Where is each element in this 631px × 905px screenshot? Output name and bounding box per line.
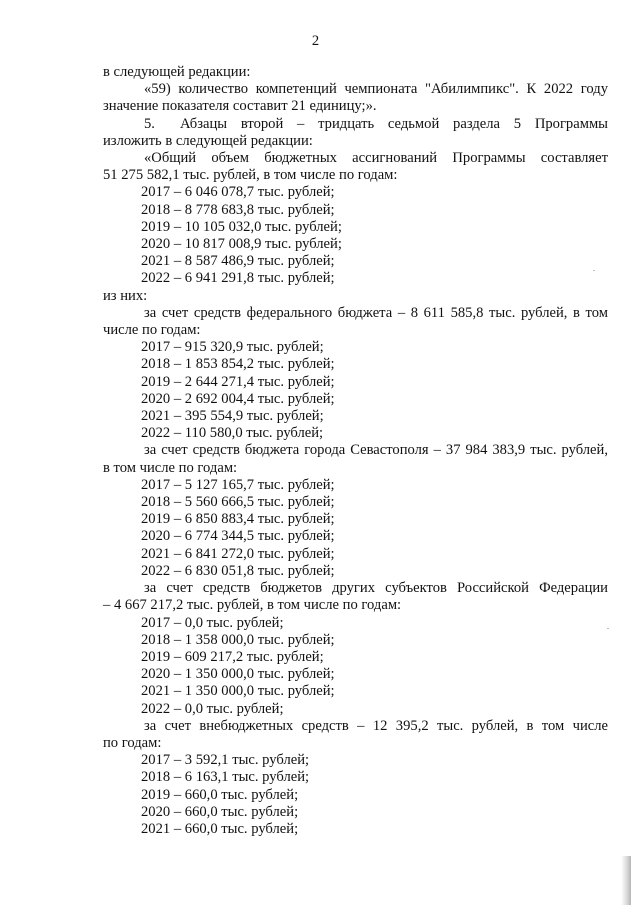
year-line: 2022 – 6 941 291,8 тыс. рублей; [141,270,335,287]
year-line: 2022 – 6 830 051,8 тыс. рублей; [141,562,335,579]
year-line: 2019 – 6 850 883,4 тыс. рублей; [141,511,335,528]
year-line: 2017 – 5 127 165,7 тыс. рублей; [141,476,335,493]
of-which-label: из них: [103,287,148,304]
item-59-line2: значение показателя составит 21 единицу;». [103,98,377,115]
year-line: 2017 – 0,0 тыс. рублей; [141,614,284,631]
year-line: 2018 – 1 853 854,2 тыс. рублей; [141,356,335,373]
federal-budget-line1: за счет средств федерального бюджета – 8 611 585,8 тыс. рублей, в том [144,304,608,321]
year-line: 2021 – 6 841 272,0 тыс. рублей; [141,545,335,562]
total-budget-line1: «Общий объем бюджетных ассигнований Программы составляет [144,150,608,167]
sevastopol-budget-line1: за счет средств бюджета города Севастополя – 37 984 383,9 тыс. рублей, [144,442,608,459]
section-5-heading [103,116,608,133]
year-line: 2017 – 6 046 078,7 тыс. рублей; [141,184,335,201]
section-5-number: 5. [144,115,155,132]
extrabudget-line1: за счет внебюджетных средств – 12 395,2 тыс. рублей, в том числе [144,717,608,734]
year-line: 2021 – 395 554,9 тыс. рублей; [141,408,324,425]
year-line: 2019 – 609 217,2 тыс. рублей; [141,648,324,665]
year-line: 2018 – 5 560 666,5 тыс. рублей; [141,494,335,511]
year-line: 2019 – 2 644 271,4 тыс. рублей; [141,373,335,390]
year-line: 2020 – 660,0 тыс. рублей; [141,803,299,820]
federal-budget-line2: числе по годам: [103,322,201,339]
year-line: 2018 – 6 163,1 тыс. рублей; [141,769,310,786]
year-line: 2019 – 660,0 тыс. рублей; [141,786,299,803]
year-line: 2017 – 915 320,9 тыс. рублей; [141,339,324,356]
year-line: 2021 – 8 587 486,9 тыс. рублей; [141,253,335,270]
year-line: 2020 – 1 350 000,0 тыс. рублей; [141,666,335,683]
scan-speck [607,628,609,629]
year-line: 2019 – 10 105 032,0 тыс. рублей; [141,218,342,235]
intro-lead: в следующей редакции: [103,64,251,80]
scan-speck [593,270,595,271]
section-5-line2: изложить в следующей редакции: [103,132,313,149]
page-number: 2 [311,33,320,49]
item-59-line1: «59) количество компетенций чемпионата "Абилимпикс". К 2022 году [144,81,608,98]
year-line: 2022 – 110 580,0 тыс. рублей; [141,425,324,442]
extrabudget-line2: по годам: [103,734,162,751]
year-line: 2020 – 2 692 004,4 тыс. рублей; [141,390,335,407]
section-5-text: Абзацы второй – тридцать седьмой раздела 5 Программы [180,115,608,132]
year-line: 2018 – 1 358 000,0 тыс. рублей; [141,631,335,648]
year-line: 2021 – 660,0 тыс. рублей; [141,820,299,837]
document-body [103,64,608,838]
year-line: 2020 – 10 817 008,9 тыс. рублей; [141,236,342,253]
year-line: 2020 – 6 774 344,5 тыс. рублей; [141,528,335,545]
other-subjects-line2: – 4 667 217,2 тыс. рублей, в том числе по годам: [103,597,402,614]
total-budget-line2: 51 275 582,1 тыс. рублей, в том числе по годам: [103,167,398,184]
year-line: 2018 – 8 778 683,8 тыс. рублей; [141,201,335,218]
sevastopol-budget-line2: в том числе по годам: [103,459,238,476]
year-line: 2017 – 3 592,1 тыс. рублей; [141,752,310,769]
scan-edge-shadow [621,856,631,905]
year-line: 2021 – 1 350 000,0 тыс. рублей; [141,683,335,700]
other-subjects-line1: за счет средств бюджетов других субъектов Российской Федерации [144,580,608,597]
year-line: 2022 – 0,0 тыс. рублей; [141,700,284,717]
